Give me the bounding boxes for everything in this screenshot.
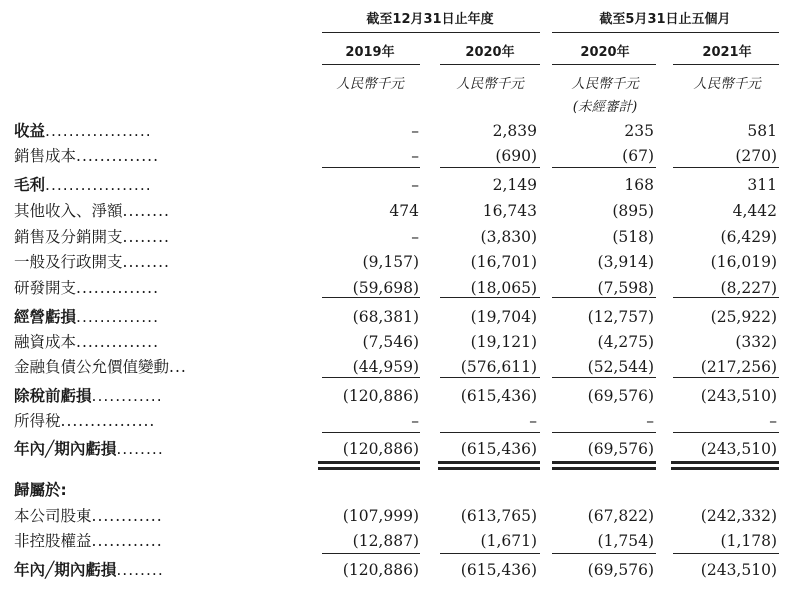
row-label bbox=[14, 357, 187, 377]
rule-after-rd-3 bbox=[552, 297, 656, 298]
cell-value: (1,671) bbox=[480, 532, 537, 550]
row-label bbox=[14, 531, 163, 551]
row-label-text: 非控股權益 bbox=[14, 532, 92, 550]
table-row bbox=[0, 411, 789, 437]
unaudited-note: (未經審計) bbox=[572, 99, 638, 115]
row-label bbox=[14, 121, 152, 141]
rule-after-cost-3 bbox=[552, 167, 656, 168]
cell-value: 4,442 bbox=[732, 202, 777, 220]
leader-dots: .................. bbox=[45, 176, 152, 194]
rule-after-rd-2 bbox=[440, 297, 540, 298]
leader-dots: ........ bbox=[116, 440, 164, 458]
leader-dots: .............. bbox=[76, 333, 159, 351]
cell-value: (69,576) bbox=[587, 387, 654, 405]
cell-value: (67) bbox=[622, 147, 654, 165]
cell-value: (12,757) bbox=[587, 308, 654, 326]
row-label-text: 歸屬於: bbox=[14, 481, 67, 499]
row-label bbox=[14, 332, 159, 352]
cell-value: (6,429) bbox=[720, 228, 777, 246]
table-row bbox=[0, 146, 789, 172]
rule-after-cost-1 bbox=[322, 167, 420, 168]
cell-value: – bbox=[411, 122, 419, 140]
row-label-text: 研發開支 bbox=[14, 279, 77, 297]
rule-after-fv-4 bbox=[673, 377, 779, 378]
dbl-rule-3b bbox=[552, 467, 656, 470]
dbl-rule-2b bbox=[438, 467, 540, 470]
row-label-text: 銷售及分銷開支 bbox=[14, 228, 123, 246]
row-label-text: 融資成本 bbox=[14, 333, 77, 351]
table-row bbox=[0, 252, 789, 278]
cell-value: (1,178) bbox=[720, 532, 777, 550]
cell-value: – bbox=[529, 412, 537, 430]
year-2020-a: 2020年 bbox=[465, 45, 515, 60]
row-label bbox=[14, 201, 170, 221]
dbl-rule-4b bbox=[671, 467, 779, 470]
cell-value: (9,157) bbox=[362, 253, 419, 271]
year-2020-b: 2020年 bbox=[580, 45, 630, 60]
cell-value: (120,886) bbox=[342, 387, 419, 405]
cell-value: (52,544) bbox=[587, 358, 654, 376]
table-row bbox=[0, 175, 789, 201]
year-rule-2 bbox=[440, 64, 540, 65]
cell-value: (332) bbox=[735, 333, 777, 351]
cell-value: (7,598) bbox=[597, 279, 654, 297]
row-label bbox=[14, 560, 164, 580]
table-row bbox=[0, 332, 789, 358]
row-label-text: 其他收入、淨額 bbox=[14, 202, 123, 220]
cell-value: (68,381) bbox=[352, 308, 419, 326]
leader-dots: .............. bbox=[76, 279, 159, 297]
cell-value: (19,121) bbox=[470, 333, 537, 351]
leader-dots: .............. bbox=[76, 147, 159, 165]
cell-value: (615,436) bbox=[460, 440, 537, 458]
row-label bbox=[14, 411, 155, 431]
cell-value: 16,743 bbox=[482, 202, 537, 220]
leader-dots: ........ bbox=[116, 561, 164, 579]
row-label bbox=[14, 278, 159, 298]
year-2021: 2021年 bbox=[702, 45, 752, 60]
leader-dots: ........ bbox=[122, 228, 170, 246]
cell-value: (107,999) bbox=[342, 507, 419, 525]
cell-value: (3,830) bbox=[480, 228, 537, 246]
cell-value: (243,510) bbox=[700, 561, 777, 579]
cell-value: (7,546) bbox=[362, 333, 419, 351]
header-group1-rule bbox=[322, 32, 540, 33]
rule-after-fv-2 bbox=[440, 377, 540, 378]
table-row bbox=[0, 480, 789, 506]
table-row bbox=[0, 227, 789, 253]
table-row bbox=[0, 386, 789, 412]
cell-value: 168 bbox=[624, 176, 654, 194]
year-rule-1 bbox=[322, 64, 420, 65]
year-rule-4 bbox=[673, 64, 779, 65]
leader-dots: ............ bbox=[91, 507, 163, 525]
cell-value: (1,754) bbox=[597, 532, 654, 550]
leader-dots: ........ bbox=[122, 253, 170, 271]
cell-value: (25,922) bbox=[710, 308, 777, 326]
cell-value: (69,576) bbox=[587, 561, 654, 579]
cell-value: (615,436) bbox=[460, 561, 537, 579]
row-label-text: 年內╱期內虧損 bbox=[14, 561, 117, 579]
cell-value: (16,019) bbox=[710, 253, 777, 271]
rule-after-cost-2 bbox=[440, 167, 540, 168]
cell-value: (243,510) bbox=[700, 387, 777, 405]
cell-value: (12,887) bbox=[352, 532, 419, 550]
row-label bbox=[14, 146, 159, 166]
row-label bbox=[14, 175, 152, 195]
cell-value: (18,065) bbox=[470, 279, 537, 297]
leader-dots: .............. bbox=[76, 308, 159, 326]
leader-dots: ........ bbox=[122, 202, 170, 220]
cell-value: (270) bbox=[735, 147, 777, 165]
cell-value: – bbox=[769, 412, 777, 430]
row-label-text: 金融負債公允價值變動 bbox=[14, 358, 170, 376]
dbl-rule-1b bbox=[318, 467, 420, 470]
row-label bbox=[14, 252, 170, 272]
dbl-rule-4a bbox=[671, 461, 779, 464]
unit-2: 人民幣千元 bbox=[456, 76, 524, 92]
table-row bbox=[0, 121, 789, 147]
year-rule-3 bbox=[552, 64, 656, 65]
row-label-text: 所得稅 bbox=[14, 412, 61, 430]
dbl-rule-2a bbox=[438, 461, 540, 464]
cell-value: – bbox=[411, 147, 419, 165]
rule-after-cost-4 bbox=[673, 167, 779, 168]
rule-after-tax-1 bbox=[322, 432, 420, 433]
row-label-text: 除稅前虧損 bbox=[14, 387, 92, 405]
cell-value: (3,914) bbox=[597, 253, 654, 271]
rule-after-rd-4 bbox=[673, 297, 779, 298]
leader-dots: ............ bbox=[91, 387, 163, 405]
cell-value: (19,704) bbox=[470, 308, 537, 326]
leader-dots: ............ bbox=[91, 532, 163, 550]
unit-4: 人民幣千元 bbox=[693, 76, 761, 92]
cell-value: (242,332) bbox=[700, 507, 777, 525]
rule-after-tax-2 bbox=[440, 432, 540, 433]
row-label bbox=[14, 386, 163, 406]
cell-value: (690) bbox=[495, 147, 537, 165]
cell-value: – bbox=[646, 412, 654, 430]
row-label bbox=[14, 439, 164, 459]
table-row bbox=[0, 307, 789, 333]
cell-value: (4,275) bbox=[597, 333, 654, 351]
table-row bbox=[0, 278, 789, 304]
leader-dots: ... bbox=[169, 358, 187, 376]
cell-value: (217,256) bbox=[700, 358, 777, 376]
cell-value: (120,886) bbox=[342, 440, 419, 458]
cell-value: (120,886) bbox=[342, 561, 419, 579]
cell-value: 2,149 bbox=[492, 176, 537, 194]
row-label-text: 銷售成本 bbox=[14, 147, 77, 165]
cell-value: 581 bbox=[747, 122, 777, 140]
rule-after-tax-3 bbox=[552, 432, 656, 433]
dbl-rule-1a bbox=[318, 461, 420, 464]
cell-value: (895) bbox=[612, 202, 654, 220]
dbl-rule-3a bbox=[552, 461, 656, 464]
row-label-text: 本公司股東 bbox=[14, 507, 92, 525]
row-label bbox=[14, 307, 159, 327]
header-group-five-months: 截至5月31日止五個月 bbox=[599, 12, 731, 27]
rule-after-rd-1 bbox=[322, 297, 420, 298]
row-label bbox=[14, 506, 163, 526]
row-label-text: 收益 bbox=[14, 122, 46, 140]
cell-value: – bbox=[411, 176, 419, 194]
rule-after-nci-3 bbox=[552, 553, 656, 554]
rule-after-nci-1 bbox=[322, 553, 420, 554]
row-label bbox=[14, 480, 67, 500]
cell-value: (613,765) bbox=[460, 507, 537, 525]
year-2019: 2019年 bbox=[345, 45, 395, 60]
cell-value: (59,698) bbox=[352, 279, 419, 297]
cell-value: (44,959) bbox=[352, 358, 419, 376]
cell-value: (8,227) bbox=[720, 279, 777, 297]
cell-value: 311 bbox=[747, 176, 777, 194]
cell-value: 2,839 bbox=[492, 122, 537, 140]
row-label-text: 年內╱期內虧損 bbox=[14, 440, 117, 458]
cell-value: (615,436) bbox=[460, 387, 537, 405]
leader-dots: ................ bbox=[60, 412, 156, 430]
header-group2-rule bbox=[552, 32, 779, 33]
row-label bbox=[14, 227, 170, 247]
rule-after-fv-1 bbox=[322, 377, 420, 378]
table-row bbox=[0, 506, 789, 532]
row-label-text: 一般及行政開支 bbox=[14, 253, 123, 271]
rule-after-tax-4 bbox=[673, 432, 779, 433]
cell-value: – bbox=[411, 412, 419, 430]
table-row bbox=[0, 560, 789, 586]
cell-value: 235 bbox=[624, 122, 654, 140]
row-label-text: 毛利 bbox=[14, 176, 46, 194]
rule-after-nci-4 bbox=[673, 553, 779, 554]
cell-value: (518) bbox=[612, 228, 654, 246]
cell-value: – bbox=[411, 228, 419, 246]
rule-after-fv-3 bbox=[552, 377, 656, 378]
unit-3: 人民幣千元 bbox=[571, 76, 639, 92]
cell-value: (16,701) bbox=[470, 253, 537, 271]
table-row bbox=[0, 201, 789, 227]
row-label-text: 經營虧損 bbox=[14, 308, 77, 326]
cell-value: (67,822) bbox=[587, 507, 654, 525]
cell-value: (576,611) bbox=[460, 358, 537, 376]
cell-value: (243,510) bbox=[700, 440, 777, 458]
leader-dots: .................. bbox=[45, 122, 152, 140]
table-row bbox=[0, 357, 789, 383]
cell-value: (69,576) bbox=[587, 440, 654, 458]
header-group-full-year: 截至12月31日止年度 bbox=[366, 12, 494, 27]
unit-1: 人民幣千元 bbox=[336, 76, 404, 92]
cell-value: 474 bbox=[389, 202, 419, 220]
rule-after-nci-2 bbox=[440, 553, 540, 554]
